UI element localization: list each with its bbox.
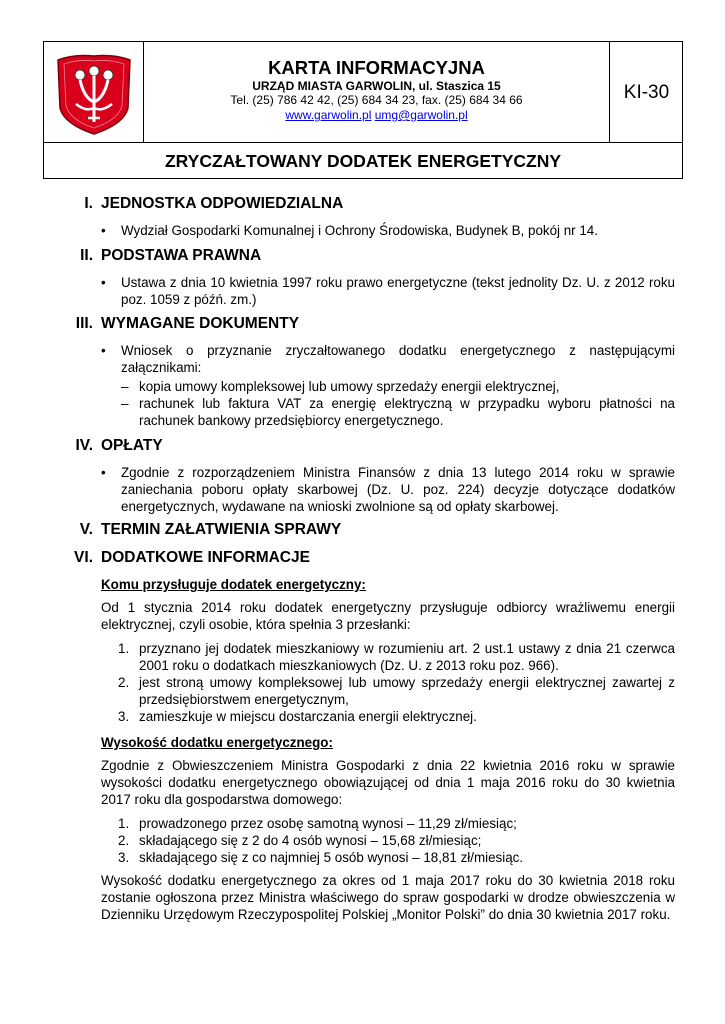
card-code: KI-30 (609, 42, 683, 143)
attachment: kopia umowy kompleksowej lub umowy sprzedaży energii elektrycznej, (139, 379, 560, 394)
document-title: ZRYCZAŁTOWANY DODATEK ENERGETYCZNY (164, 150, 562, 171)
paragraph: Od 1 stycznia 2014 roku dodatek energetyczny przysługuje odbiorcy wrażliwemu energii elektrycznej, czyli osobie, która spełnia 3 przesłanki: (101, 600, 675, 632)
logo-cell (44, 42, 144, 143)
attachment: rachunek lub faktura VAT za energię elektryczną w przypadku wyboru płatności na rachunek bankowy przedsiębiorcy energetycznego. (139, 396, 675, 428)
section-title: TERMIN ZAŁATWIENIA SPRAWY (101, 521, 342, 538)
condition: zamieszkuje w miejscu dostarczania energii elektrycznej. (139, 709, 477, 724)
section-number: V. (79, 521, 93, 538)
bullet-icon: • (101, 223, 106, 238)
fees-info: Zgodnie z rozporządzeniem Ministra Finansów z dnia 13 lutego 2014 roku w sprawie zaniechania poboru opłaty skarbowej (Dz. U. poz. 224) decyzje dotyczące dodatków energetycznych, wydawane na wnioski zwolnione są od opłaty skarbowej. (121, 465, 675, 514)
subheading-eligibility: Komu przysługuje dodatek energetyczny: (101, 577, 366, 592)
condition: przyznano jej dodatek mieszkaniowy w rozumieniu art. 2 ust.1 ustawy z dnia 21 czerwca 2001 roku o dodatkach mieszkaniowych (Dz. U. z 2013 roku poz. 966). (139, 641, 675, 673)
list-number: 1. (118, 641, 130, 656)
section-title: DODATKOWE INFORMACJE (101, 549, 310, 566)
amount-tier: składającego się z 2 do 4 osób wynosi – 15,68 zł/miesiąc; (139, 833, 482, 848)
paragraph: Wysokość dodatku energetycznego za okres od 1 maja 2017 roku do 30 kwietnia 2018 roku zostanie ogłoszona przez Ministra właściwego do spraw gospodarki w drodze obwieszczenia w Dzienniku Urzędowym Rzeczypospolitej Polskiej „Monitor Polski” do dnia 30 kwietnia 2017 roku. (101, 873, 675, 922)
phone-numbers: Tel. (25) 786 42 42, (25) 684 34 23, fax. (25) 684 34 66 (230, 93, 523, 107)
card-title: KARTA INFORMACYJNA (268, 57, 485, 78)
section-title: OPŁATY (101, 437, 163, 454)
dash-icon: – (121, 396, 129, 411)
section-title: JEDNOSTKA ODPOWIEDZIALNA (101, 195, 344, 212)
condition: jest stroną umowy kompleksowej lub umowy sprzedaży energii elektrycznej zawartej z przedsiębiorstwem energetycznym, (139, 675, 675, 707)
section-number: III. (75, 315, 93, 332)
header-info (144, 42, 609, 143)
subheading-amount: Wysokość dodatku energetycznego: (101, 735, 333, 750)
website-link[interactable]: www.garwolin.pl (285, 108, 372, 122)
legal-basis: Ustawa z dnia 10 kwietnia 1997 roku prawo energetyczne (tekst jednolity Dz. U. z 2012 roku poz. 1059 z późń. zm.) (121, 275, 675, 307)
section-number: I. (84, 195, 93, 212)
header-table (43, 41, 683, 179)
bullet-icon: • (101, 465, 106, 480)
section-title: WYMAGANE DOKUMENTY (101, 315, 300, 332)
section-number: VI. (74, 549, 93, 566)
dash-icon: – (121, 379, 129, 394)
coat-of-arms-icon (44, 42, 144, 143)
amount-tier: prowadzonego przez osobę samotną wynosi – 11,29 zł/miesiąc; (139, 816, 517, 831)
section-number: II. (80, 247, 93, 264)
required-document: Wniosek o przyznanie zryczałtowanego dodatku energetycznego z następującymi załącznikami: (121, 343, 675, 375)
list-number: 2. (118, 675, 130, 690)
section-title: PODSTAWA PRAWNA (101, 247, 262, 264)
bullet-icon: • (101, 275, 106, 290)
office-address: URZĄD MIASTA GARWOLIN, ul. Staszica 15 (252, 79, 501, 93)
amount-tier: składającego się z co najmniej 5 osób wynosi – 18,81 zł/miesiąc. (139, 850, 524, 865)
list-number: 1. (118, 816, 130, 831)
responsible-unit: Wydział Gospodarki Komunalnej i Ochrony Środowiska, Budynek B, pokój nr 14. (121, 223, 598, 238)
list-number: 3. (118, 850, 130, 865)
bullet-icon: • (101, 343, 106, 358)
list-number: 2. (118, 833, 130, 848)
paragraph: Zgodnie z Obwieszczeniem Ministra Gospodarki z dnia 22 kwietnia 2016 roku w sprawie wysokości dodatku energetycznego obowiązującej od dnia 1 maja 2016 roku do 30 kwietnia 2017 roku dla gospodarstwa domowego: (101, 758, 675, 807)
contact-links (144, 108, 609, 123)
section-number: IV. (75, 437, 93, 454)
list-number: 3. (118, 709, 130, 724)
email-link[interactable]: umg@garwolin.pl (374, 108, 468, 122)
